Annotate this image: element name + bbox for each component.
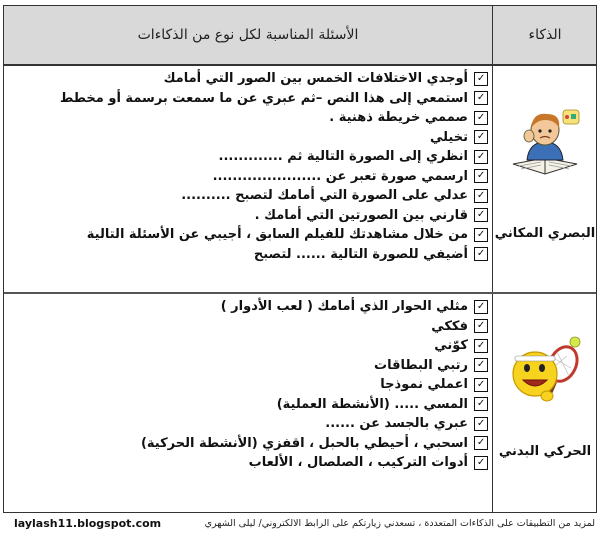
list-item (12, 414, 488, 434)
intelligences-table (3, 5, 597, 513)
checkbox-icon: ✓ (474, 358, 488, 372)
checkbox-icon: ✓ (474, 436, 488, 450)
checkbox-icon: ✓ (474, 169, 488, 183)
list-item (12, 395, 488, 415)
question-text: صممي خريطة ذهنية . (329, 110, 468, 126)
question-text: مثلي الحوار الذي أمامك ( لعب الأدوار ) (220, 299, 468, 315)
checkbox-icon: ✓ (474, 339, 488, 353)
checkbox-icon: ✓ (474, 189, 488, 203)
question-text: كوّني (434, 338, 468, 354)
question-text: رتبي البطاقات (374, 357, 468, 373)
checkbox-icon: ✓ (474, 378, 488, 392)
checkbox-icon: ✓ (474, 417, 488, 431)
list-item (12, 375, 488, 395)
table-row-visual-spatial (4, 66, 596, 294)
list-item (12, 434, 488, 454)
list-item (12, 336, 488, 356)
questions-column-header: الأسئلة المناسبة لكل نوع من الذكاءات (137, 27, 359, 43)
checkbox-icon: ✓ (474, 247, 488, 261)
footer-note: لمزيد من التطبيقات على الذكاءات المتعددة ، تسعدني زيارتكم على الرابط الالكتروني/ ليلى الشهري (204, 518, 595, 529)
intelligence-name-bodily-kinesthetic: الحركي البدني (498, 444, 592, 459)
intelligence-cell-bodily-kinesthetic (492, 294, 597, 512)
intelligence-name-visual-spatial: البصري المكاني (494, 226, 596, 241)
question-text: تخيلي (429, 129, 468, 145)
list-item (12, 245, 488, 265)
list-item (12, 317, 488, 337)
checkbox-icon: ✓ (474, 456, 488, 470)
checkbox-icon: ✓ (474, 319, 488, 333)
footer (0, 515, 601, 535)
list-item (12, 297, 488, 317)
list-item (12, 167, 488, 187)
checkbox-icon: ✓ (474, 228, 488, 242)
question-text: أضيفي للصورة التالية ...... لتصبح (253, 246, 468, 262)
questions-list-visual-spatial (12, 69, 488, 264)
checkbox-icon: ✓ (474, 150, 488, 164)
question-text: من خلال مشاهدتك للفيلم السابق ، أجيبي عن الأسئلة التالية (86, 227, 468, 243)
checkbox-icon: ✓ (474, 72, 488, 86)
question-text: قارني بين الصورتين التي أمامك . (254, 207, 468, 223)
question-text: اسحبي ، أحيطي بالحبل ، اقفزي (الأنشطة الحركية) (140, 435, 468, 451)
list-item (12, 128, 488, 148)
list-item (12, 225, 488, 245)
checkbox-icon: ✓ (474, 397, 488, 411)
question-text: المسي ..... (الأنشطة العملية) (276, 396, 468, 412)
list-item (12, 69, 488, 89)
list-item (12, 108, 488, 128)
question-text: فككي (431, 318, 468, 334)
questions-list-bodily-kinesthetic (12, 297, 488, 473)
smiley-tennis-icon (505, 334, 585, 410)
checkbox-icon: ✓ (474, 130, 488, 144)
list-item (12, 453, 488, 473)
checkbox-icon: ✓ (474, 91, 488, 105)
checkbox-icon: ✓ (474, 300, 488, 314)
checkbox-icon: ✓ (474, 111, 488, 125)
table-header (4, 6, 596, 66)
intelligence-column-header: الذكاء (492, 6, 597, 64)
question-text: اعملي نموذجا (380, 377, 468, 393)
question-text: عبري بالجسد عن ...... (325, 416, 468, 432)
blog-link[interactable]: laylash11.blogspot.com (14, 517, 162, 530)
list-item (12, 206, 488, 226)
list-item (12, 89, 488, 109)
question-text: عدلي على الصورة التي أمامك لتصبح .......... (181, 188, 468, 204)
question-text: استمعي إلى هذا النص –ثم عبري عن ما سمعت برسمة أو مخطط (59, 90, 468, 106)
student-reading-icon (507, 106, 583, 182)
question-text: أدوات التركيب ، الصلصال ، الألعاب (248, 455, 468, 471)
list-item (12, 186, 488, 206)
table-row-bodily-kinesthetic (4, 294, 596, 512)
list-item (12, 147, 488, 167)
checkbox-icon: ✓ (474, 208, 488, 222)
question-text: ارسمي صورة تعبر عن ...................... (212, 168, 468, 184)
question-text: أوجدي الاختلافات الخمس بين الصور التي أمامك (163, 71, 468, 87)
intelligence-cell-visual-spatial (492, 66, 597, 292)
question-text: انظري إلى الصورة التالية ثم ............. (218, 149, 468, 165)
list-item (12, 356, 488, 376)
